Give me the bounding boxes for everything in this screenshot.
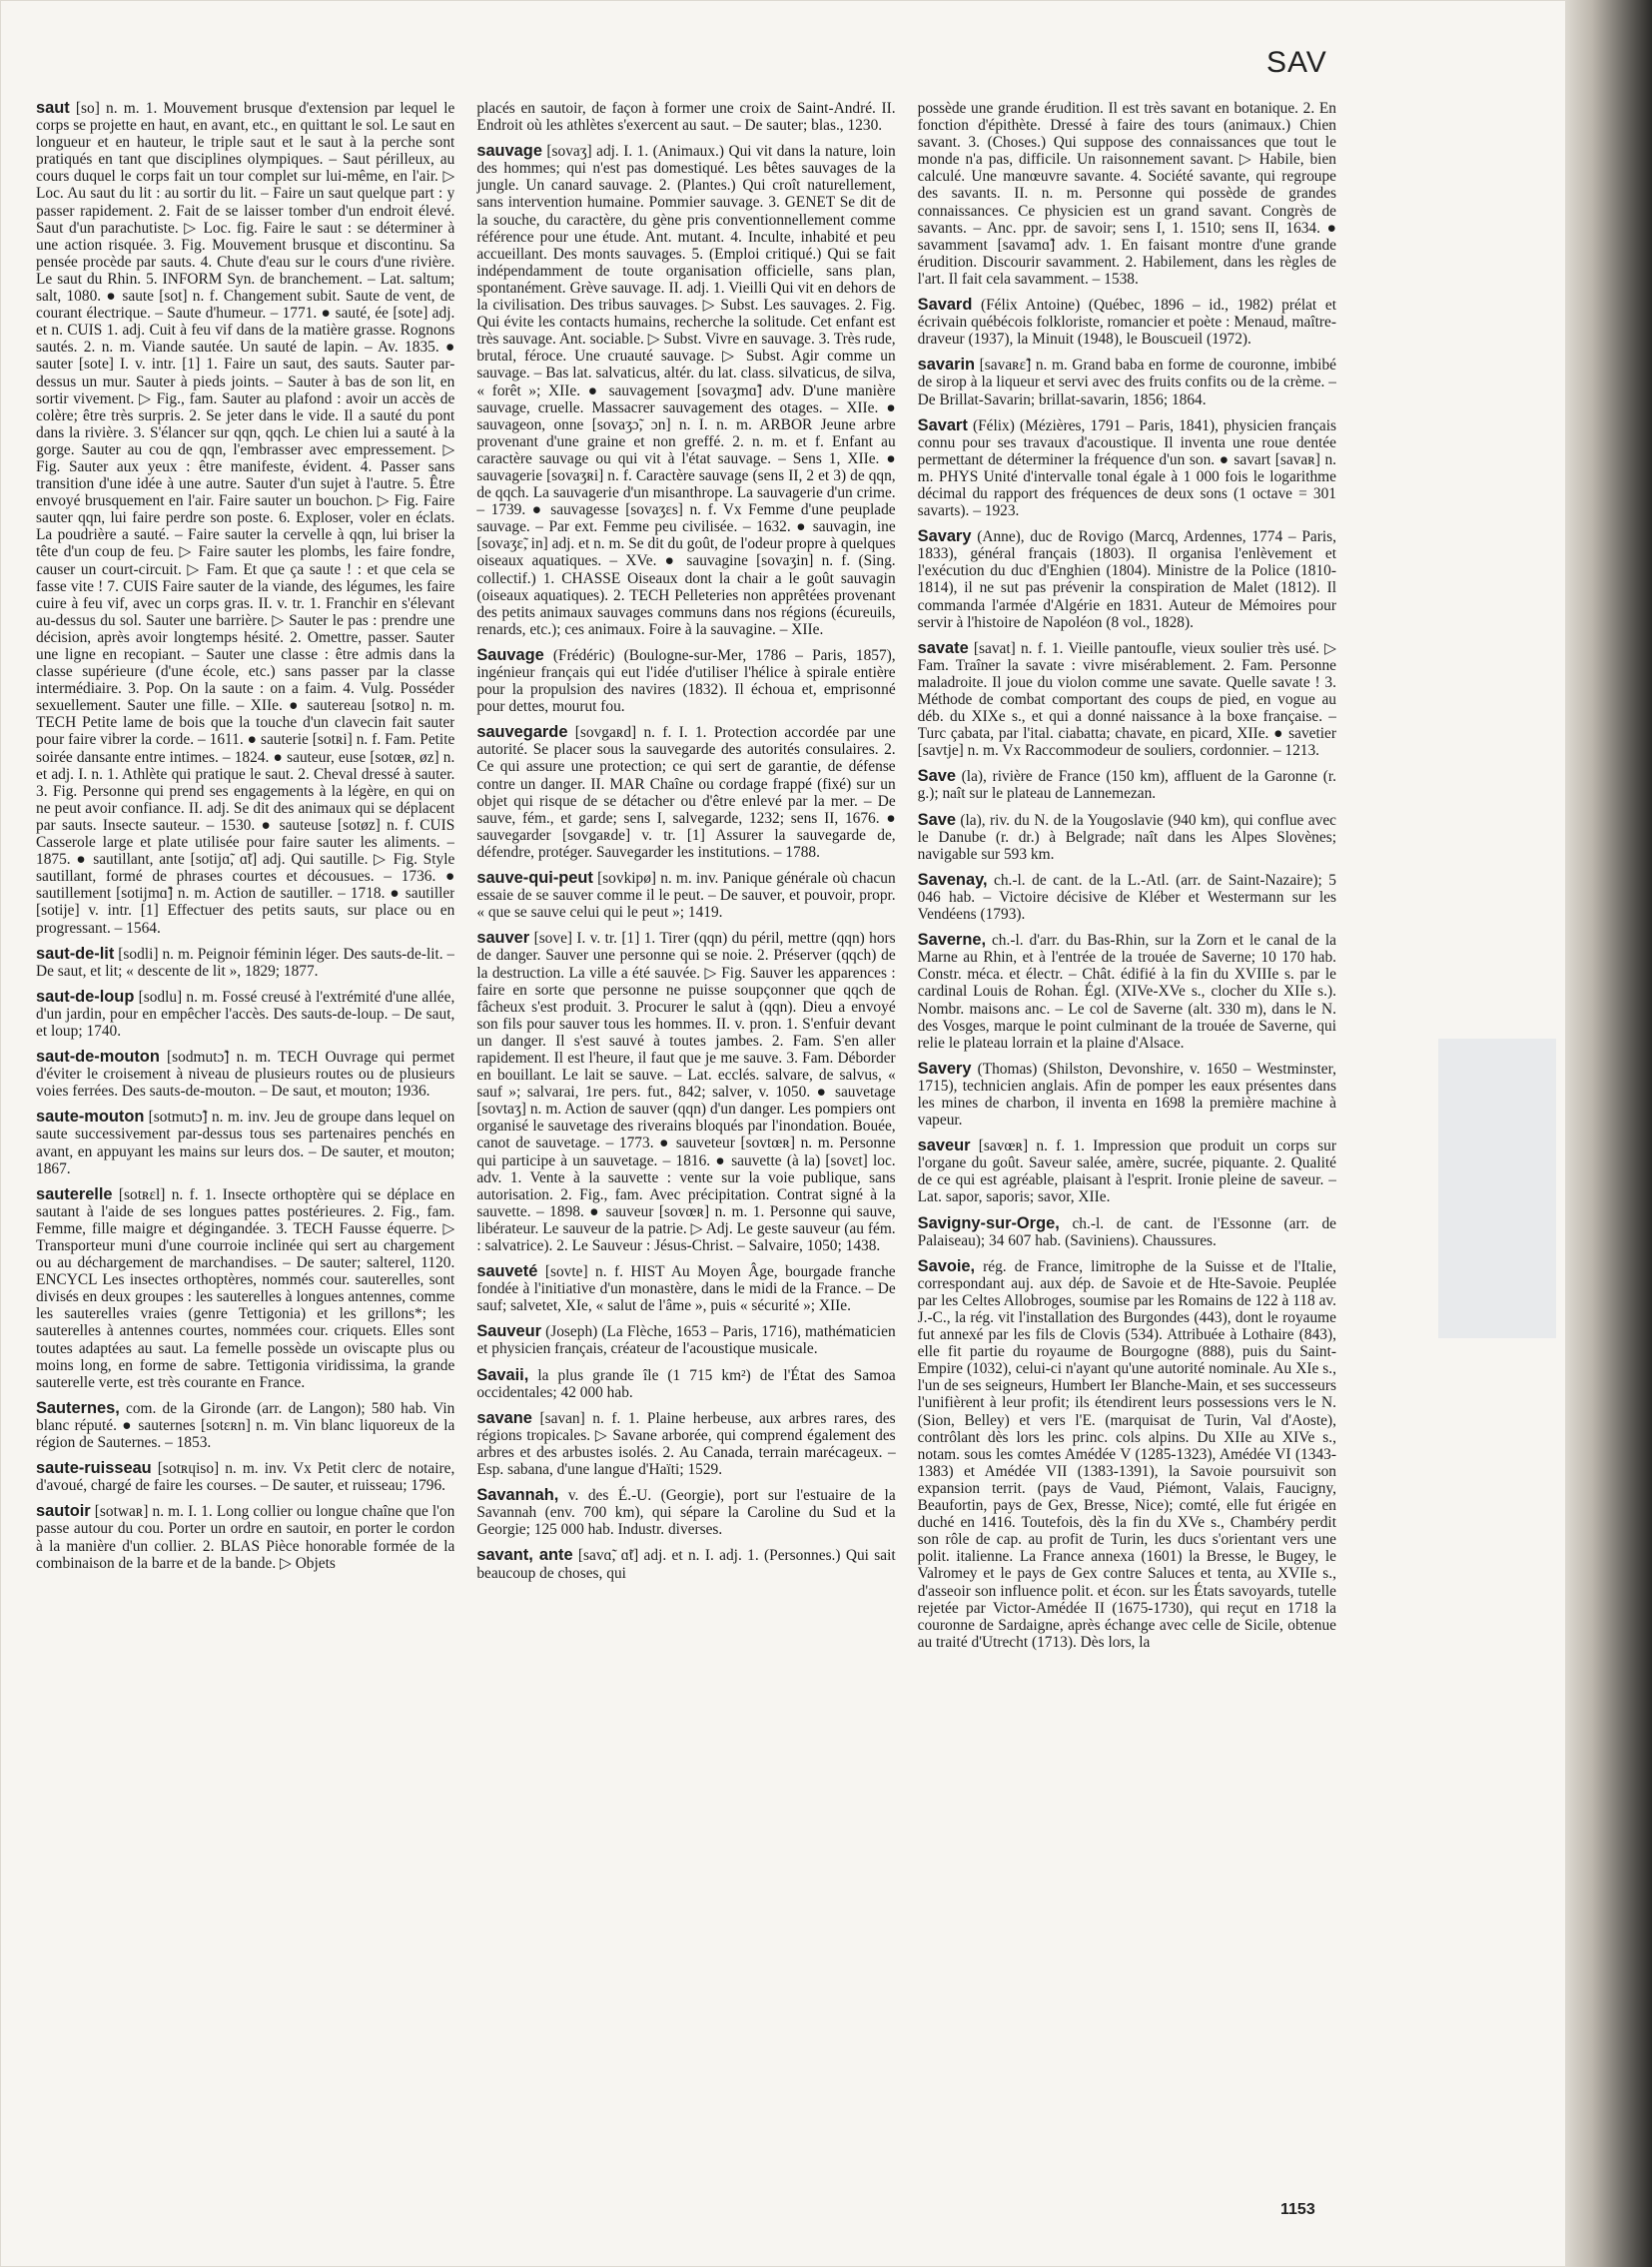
dictionary-entry xyxy=(36,989,454,1040)
dictionary-entry xyxy=(36,1049,454,1100)
dictionary-entry xyxy=(918,932,1336,1052)
dictionary-entry xyxy=(918,872,1336,923)
entry-headword: Savart xyxy=(917,415,968,434)
entry-definition: v. des É.-U. (Georgie), port sur l'estuaire de la Savannah (env. 700 km), qui sépare la Caroline du Sud et la Georgie; 125 000 hab. Industr. diverses. xyxy=(476,1487,896,1539)
entry-headword: savate xyxy=(917,638,969,657)
entry-definition: rég. de France, limitrophe de la Suisse et de l'Italie, correspondant auj. aux dép. de Savoie et de Hte-Savoie. Peuplée par les Celtes Allobroges, soumise par les Romains de 122 à 118 av. J.-C., la rég. vit l'installation des Burgondes (443), dont le royaume fut annexé par les fils de Clovis (534). Attribuée à Lothaire (843), elle fit partie du royaume de Bourgogne (888), puis du Saint-Empire (1032), celui-ci n'ayant qu'une autorité nominale. Au XIe s., l'un de ses seigneurs, Humbert Ier Blanche-Main, et ses successeurs l'unifièrent à leur profit; ils étendirent leurs possessions vers le N. (Sion, Belley) et vers l'E. (marquisat de Turin, Val d'Aoste), contrôlant dès lors les princ. cols alpins. Du XIIe au XIVe s., notam. sous les comtes Amédée V (1285-1323), Amédée VI (1343-1383) et Amédée VII (1383-1391), la Savoie poursuivit son expansion territ. (pays de Vaud, Piémont, Valais, Faucigny, Beaufortin, pays de Gex, Bresse, Nice); comté, elle fut érigée en duché en 1416. Toutefois, dès la fin du XVe s., Chambéry perdit son rôle de cap. au profit de Turin, les ducs s'orientant vers une polit. italienne. La France annexa (1601) la Bresse, le Bugey, le Valromey et le pays de Gex contre Saluces et tenta, au XVIIe s., d'asseoir son influence polit. et écon. sur les États savoyards, tutelle rejetée par Victor-Amédée II (1675-1730), qui reçut en 1718 la couronne de Sardaigne, après échange avec celle de Sicile, obtenue au traité d'Utrecht (1713). Dès lors, la xyxy=(917,1257,1336,1651)
entry-definition: [sotʀɥiso] n. m. inv. Vx Petit clerc de notaire, d'avoué, chargé de faire les courses. – De sauter, et ruisseau; 1796. xyxy=(36,1460,455,1495)
dictionary-entry xyxy=(918,1258,1336,1651)
entry-headword: Sauternes, xyxy=(36,1398,120,1417)
entry-definition: ch.-l. de cant. de l'Essonne (arr. de Palaiseau); 34 607 hab. (Saviniens). Chaussures. xyxy=(917,1214,1336,1249)
entry-headword: saut-de-lit xyxy=(36,944,115,963)
dictionary-entry xyxy=(36,100,454,937)
dictionary-entry xyxy=(36,1460,454,1494)
dictionary-entry xyxy=(476,1263,895,1314)
entry-headword: Sauvage xyxy=(476,645,544,664)
entry-headword: sauvage xyxy=(476,142,542,161)
entry-definition: (Joseph) (La Flèche, 1653 – Paris, 1716), mathématicien et physicien français, créateur de l'acoustique musicale. xyxy=(476,1323,896,1358)
dictionary-entry xyxy=(918,297,1336,348)
entry-definition: (Félix Antoine) (Québec, 1896 – id., 1982) prélat et écrivain québécois folkloriste, romancier et poète : Menaud, maître-draveur (1937), la Minuit (1948), le Bouscueil (1972). xyxy=(917,297,1336,349)
entry-headword: saute-mouton xyxy=(36,1108,145,1127)
dictionary-entry xyxy=(36,946,454,980)
dictionary-entry xyxy=(918,812,1336,863)
dictionary-entry xyxy=(476,930,895,1254)
entry-headword: Savary xyxy=(917,527,972,546)
dictionary-entry xyxy=(918,1061,1336,1129)
column-3 xyxy=(918,100,1336,2097)
dictionary-entry xyxy=(476,1487,895,1538)
entry-definition: [savœʀ] n. f. 1. Impression que produit un corps sur l'organe du goût. Saveur salée, amère, sucrée, piquante. 2. Qualité de ce qui est agréable, plaisant à l'esprit. Ironie pleine de saveur. – Lat. sapor, saporis; savor, XIIe. xyxy=(917,1137,1336,1206)
dictionary-entry xyxy=(918,357,1336,407)
entry-headword: Save xyxy=(917,810,956,829)
entry-definition: [sodli] n. m. Peignoir féminin léger. Des sauts-de-lit. – De saut, et lit; « descente de lit », 1829; 1877. xyxy=(36,945,455,980)
entry-definition: placés en sautoir, de façon à former une croix de Saint-André. II. Endroit où les athlètes s'exercent au saut. – De sauter; blas., 1230. xyxy=(476,100,896,135)
entry-headword: savarin xyxy=(917,356,976,375)
scan-smudge xyxy=(1438,1039,1556,1338)
dictionary-entry xyxy=(476,647,895,715)
entry-definition: (la), riv. du N. de la Yougoslavie (940 km), qui conflue avec le Danube (r. dr.) à Belgrade; naît dans les Alpes Slovènes; navigable sur 593 km. xyxy=(917,811,1336,863)
dictionary-entry xyxy=(476,143,895,638)
entry-headword: Savigny-sur-Orge, xyxy=(917,1213,1060,1232)
entry-definition: [sove] I. v. tr. [1] 1. Tirer (qqn) du péril, mettre (qqn) hors de danger. Sauver une personne qui se noie. 2. Préserver (qqch) de la destruction. La ville a été sauvée. ▷ Fig. Sauver les apparences : faire en sorte que personne ne puisse soupçonner que qqch de fâcheux s'est produit. 3. Procurer le salut à (qqn). Dieu a envoyé son fils pour sauver tous les hommes. II. v. pron. 1. S'enfuir devant un danger. Il s'est sauvé à toutes jambes. 2. Fam. S'en aller rapidement. Il est l'heure, il faut que je me sauve. 3. Fam. Déborder en bouillant. Le lait se sauve. – Lat. ecclés. salvare, de salvus, « sauf »; salvarai, 1re pers. fut., 842; salver, v. 1050. ● sauvetage [sovtaʒ] n. m. Action de sauver (qqn) d'un danger. Les pompiers ont organisé le sauvetage des riverains bloqués par l'inondation. Bouée, canot de sauvetage. – 1773. ● sauveteur [sovtœʀ] n. m. Personne qui participe à un sauvetage. – 1816. ● sauvette (à la) [sovɛt] loc. adv. 1. Vente à la sauvette : vente sur la voie publique, sans autorisation. 2. Fig., fam. Avec précipitation. Contrat signé à la sauvette. – 1898. ● sauveur [sovœʀ] n. m. 1. Personne qui sauve, libérateur. Le sauveur de la patrie. ▷ Adj. Le geste sauveur (au fém. : salvatrice). 2. Le Sauveur : Jésus-Christ. – Salvaire, 1050; 1438. xyxy=(476,930,896,1254)
entry-headword: saut-de-mouton xyxy=(36,1048,160,1067)
entry-definition: [sovte] n. f. HIST Au Moyen Âge, bourgade franche fondée à l'initiative d'un monastère, dans le midi de la France. – De sauf; salvetet, XIe, « salut de l'âme », puis « sécurité »; XIIe. xyxy=(476,1263,896,1315)
dictionary-entry xyxy=(918,768,1336,802)
dictionary-entry xyxy=(918,417,1336,520)
entry-definition: [sovkipø] n. m. inv. Panique générale où chacun essaie de se sauver comme il le peut. – De sauver, et pouvoir, propr. « que se sauve celui qui le peut »; 1419. xyxy=(476,870,896,922)
entry-definition: [sovgaʀd] n. f. I. 1. Protection accordée par une autorité. Se placer sous la sauvegarde des autorités consulaires. 2. Ce qui assure une protection; ce qui sert de garantie, de défense contre un danger. II. MAR Chaîne ou cordage frappé (fixé) sur un objet qui risque de se détacher ou d'être enlevé par la mer. – De sauve, fém., et garde; sens I, salvegarde, 1232; sens II, 1676. ● sauvegarder [sovgaʀde] v. tr. [1] Assurer la sauvegarde de, défendre, protéger. Sauvegarder les institutions. – 1788. xyxy=(476,724,896,861)
dictionary-entry xyxy=(918,1137,1336,1205)
dictionary-entry xyxy=(918,1215,1336,1249)
entry-definition: [savan] n. f. 1. Plaine herbeuse, aux arbres rares, des régions tropicales. ▷ Savane arborée, qui comprend également des arbres et des arbustes isolés. 2. Au Canada, terrain marécageux. – Esp. sabana, d'une langue d'Haïti; 1529. xyxy=(476,1409,896,1479)
entry-definition: (Félix) (Mézières, 1791 – Paris, 1841), physicien français connu pour ses travaux d'acoustique. Il inventa une roue dentée permettant de déterminer la fréquence d'un son. ● savart [savaʀ] n. m. PHYS Unité d'intervalle tonal égale à 1 000 fois le logarithme décimal du rapport des fréquences de deux sons (1 octave = 301 savarts). – 1923. xyxy=(917,416,1336,520)
entry-definition: [so] n. m. 1. Mouvement brusque d'extension par lequel le corps se projette en haut, en avant, etc., en quittant le sol. Le saut en longueur et en hauteur, le triple saut et le saut à la perche sont pratiqués en tant que disciplines olympiques. – Saut périlleux, au cours duquel le corps fait un tour complet sur lui-même, en l'air. ▷ Loc. Au saut du lit : au sortir du lit. – Faire un saut quelque part : y passer rapidement. 2. Fait de se laisser tomber d'un endroit élevé. Saut d'un parachutiste. ▷ Loc. fig. Faire le saut : se déterminer à une action risquée. 3. Fig. Mouvement brusque et discontinu. Sa pensée procède par sauts. 4. Chute d'eau sur le cours d'une rivière. Le saut du Rhin. 5. INFORM Syn. de branchement. – Lat. saltum; salt, 1080. ● saute [sot] n. f. Changement subit. Saute de vent, de courant électrique. – Saute d'humeur. – 1771. ● sauté, ée [sote] adj. et n. CUIS 1. adj. Cuit à feu vif dans de la matière grasse. Rognons sautés. 2. n. m. Viande sautée. Un sauté de lapin. – Av. 1835. ● sauter [sote] I. v. intr. [1] 1. Faire un saut, des sauts. Sauter par-dessus un mur. Sauter à pieds joints. – Sauter à bas de son lit, en sortir vivement. ▷ Fig., fam. Sauter au plafond : avoir un accès de colère; être très surpris. 2. Se jeter dans le vide. Il a sauté du pont dans la rivière. 3. S'élancer sur qqn, qqch. Le chien lui a sauté à la gorge. Sauter au cou de qqn, l'embrasser avec empressement. ▷ Fig. Sauter aux yeux : être manifeste, évident. 4. Passer sans transition d'une idée à une autre. Sauter d'un sujet à l'autre. 5. Être envoyé brusquement en l'air. Faire sauter un bouchon. ▷ Fig. Faire sauter qqn, lui faire perdre son poste. 6. Exploser, voler en éclats. La poudrière a sauté. – Faire sauter la cervelle à qqn, lui briser la tête d'un coup de feu. ▷ Faire sauter les plombs, les faire fondre, causer un court-circuit. ▷ Fam. Et que ça saute ! : et que cela se fasse vite ! 7. CUIS Faire sauter de la viande, des légumes, les faire cuire à feu vif, avec un corps gras. II. v. tr. 1. Franchir en s'élevant au-dessus du sol. Sauter une barrière. ▷ Sauter le pas : prendre une décision, après avoir longtemps hésité. 2. Omettre, passer. Sauter une ligne en recopiant. – Sauter une classe : être admis dans la classe supérieure (d'une école, etc.) sans passer par la classe intermédiaire. 3. Pop. On la saute : on a faim. 4. Vulg. Posséder sexuellement. Sauter une fille. – XIIe. ● sautereau [sotʀo] n. m. TECH Petite lame de bois que la touche d'un clavecin fait sauter pour faire vibrer la corde. – 1611. ● sauterie [sotʀi] n. f. Fam. Petite soirée dansante entre intimes. – 1824. ● sauteur, euse [sotœʀ, øz] n. et adj. I. n. 1. Athlète qui pratique le saut. 2. Cheval dressé à sauter. 3. Fig. Personne qui prend ses engagements à la légère, en qui on ne peut avoir confiance. II. adj. Se dit des animaux qui se déplacent par sauts. Insecte sauteur. – 1530. ● sauteuse [sotøz] n. f. CUIS Casserole large et plate utilisée pour faire sauter les aliments. – 1875. ● sautillant, ante [sotijɑ̃, ɑ̃t] adj. Qui sautille. ▷ Fig. Style sautillant, formé de phrases courtes et décousues. – 1736. ● sautillement [sotijmɑ̃] n. m. Action de sautiller. – 1718. ● sautiller [sotije] v. intr. [1] Effectuer des petits sauts, sur place ou en progressant. – 1564. xyxy=(36,100,455,937)
dictionary-entry xyxy=(36,1109,454,1176)
entry-headword: Savannah, xyxy=(476,1486,559,1505)
entry-headword: Savery xyxy=(917,1059,972,1078)
entry-definition: ch.-l. de cant. de la L.-Atl. (arr. de Saint-Nazaire); 5 046 hab. – Victoire décisive de Kléber et Westermann sur les Vendéens (1793). xyxy=(917,871,1336,924)
entry-headword: saut-de-loup xyxy=(36,987,135,1006)
entry-definition: ch.-l. d'arr. du Bas-Rhin, sur la Zorn et le canal de la Marne au Rhin, et à l'entrée de la trouée de Saverne; 10 170 hab. Constr. méca. et électr. – Chât. édifié à la fin du XVIIIe s. par le cardinal Louis de Rohan. Égl. (XIVe-XVe s., clocher du XIIe s.). Nombr. maisons anc. – Le col de Saverne (alt. 330 m), dans le N. des Vosges, marque le point culminant de la trouée de Saverne, qui relie le plateau lorrain et la plaine d'Alsace. xyxy=(917,932,1336,1052)
entry-definition: [sodlu] n. m. Fossé creusé à l'extrémité d'une allée, d'un jardin, pour en empêcher l'accès. Des sauts-de-loup. – De saut, et loup; 1740. xyxy=(36,988,455,1040)
entry-definition: [savaʀɛ̃] n. m. Grand baba en forme de couronne, imbibé de sirop à la liqueur et servi avec des fruits confits ou de la crème. – De Brillat-Savarin; brillat-savarin, 1856; 1864. xyxy=(917,357,1336,408)
dictionary-entry xyxy=(36,1503,454,1571)
entry-definition: [sotwaʀ] n. m. I. 1. Long collier ou longue chaîne que l'on passe autour du cou. Porter un ordre en sautoir, en porter le cordon à la manière d'un collier. 2. BLAS Pièce honorable formée de la combinaison de la barre et de la bande. ▷ Objets xyxy=(36,1503,455,1572)
entry-headword: sauveté xyxy=(476,1262,538,1281)
entry-headword: saute-ruisseau xyxy=(36,1459,152,1478)
dictionary-entry xyxy=(918,528,1336,631)
entry-definition: possède une grande érudition. Il est très savant en botanique. 2. En fonction d'épithète. Dressé à faire des tours (animaux.) Chien savant. 3. (Choses.) Qui suppose des connaissances que tout le monde n'a pas, difficile. Un raisonnement savant. ▷ Habile, bien calculé. Une manœuvre savante. 4. Société savante, qui regroupe des savants. II. n. m. Personne qui possède de grandes connaissances. Ce physicien est un grand savant. Congrès de savants. – Anc. ppr. de savoir; sens I, 1. 1510; sens II, 1634. ● savamment [savamɑ̃] adv. 1. En faisant montre d'une grande érudition. Discourir savamment. 2. Habilement, dans les règles de l'art. Il fait cela savamment. – 1538. xyxy=(917,100,1336,288)
entry-definition: [savɑ̃, ɑ̃t] adj. et n. I. adj. 1. (Personnes.) Qui sait beaucoup de choses, qui xyxy=(476,1547,896,1582)
entry-headword: sauver xyxy=(476,929,530,948)
dictionary-entry xyxy=(918,640,1336,760)
column-2 xyxy=(476,100,895,2097)
entry-definition: com. de la Gironde (arr. de Langon); 580 hab. Vin blanc réputé. ● sauternes [sotɛʀn] n. m. Vin blanc liquoreux de la région de Sauternes. – 1853. xyxy=(36,1399,455,1452)
entry-headword: savant, ante xyxy=(476,1546,573,1565)
text-columns xyxy=(36,100,1336,2097)
dictionary-entry xyxy=(918,100,1336,288)
dictionary-entry xyxy=(36,1186,454,1391)
entry-definition: (Thomas) (Shilston, Devonshire, v. 1650 – Westminster, 1715), technicien anglais. Afin de pomper les eaux présentes dans les mines de charbon, il inventa en 1698 la première machine à vapeur. xyxy=(917,1060,1336,1130)
entry-definition: [savat] n. f. 1. Vieille pantoufle, vieux soulier très usé. ▷ Fam. Traîner la savate : vivre misérablement. 2. Fam. Personne maladroite. Il joue du violon comme une savate. Quelle savate ! 3. Méthode de combat comportant des coups de pied, en vogue au déb. du XIXe s., et qui a donné naissance à la boxe française. – Turc çabata, par l'ital. ciabatta; chavate, en picard, XIIe. ● savetier [savtje] n. m. Vx Raccommodeur de souliers, cordonnier. – 1213. xyxy=(917,639,1336,760)
entry-definition: (Frédéric) (Boulogne-sur-Mer, 1786 – Paris, 1857), ingénieur français qui eut l'idée d'utiliser l'hélice à spirale entière pour la propulsion des navires (1832). Il échoua et, emprisonné pour dettes, mourut fou. xyxy=(476,646,896,716)
entry-headword: Saverne, xyxy=(917,931,986,950)
entry-headword: sauvegarde xyxy=(476,723,568,742)
dictionary-entry xyxy=(476,1367,895,1401)
entry-headword: sauterelle xyxy=(36,1184,113,1203)
entry-headword: saut xyxy=(36,100,70,117)
entry-headword: savane xyxy=(476,1408,532,1427)
column-1 xyxy=(36,100,454,2097)
dictionary-entry xyxy=(476,1547,895,1581)
entry-headword: Save xyxy=(917,767,956,786)
entry-definition: [sodmutɔ̃] n. m. TECH Ouvrage qui permet d'éviter le croisement à niveau de plusieurs routes ou de plusieurs voies ferrées. Des sauts-de-mouton. – De saut, et mouton; 1936. xyxy=(36,1049,455,1101)
entry-definition: (Anne), duc de Rovigo (Marcq, Ardennes, 1774 – Paris, 1833), général français (1803). Il organisa l'enlèvement et l'exécution du duc d'Enghien (1804). Ministre de la Police (1810-1814), il ne sut pas prévenir la conspiration de Malet (1812). Il commanda l'armée d'Algérie en 1831. Auteur de Mémoires pour servir à l'histoire de Napoléon (8 vol., 1828). xyxy=(917,528,1336,631)
entry-headword: Savoie, xyxy=(917,1256,976,1275)
guide-word: SAV xyxy=(1266,46,1327,79)
entry-definition: la plus grande île (1 715 km²) de l'État des Samoa occidentales; 42 000 hab. xyxy=(476,1366,896,1401)
dictionary-entry xyxy=(476,1410,895,1478)
entry-headword: sautoir xyxy=(36,1502,91,1521)
entry-headword: Savenay, xyxy=(917,870,988,889)
entry-headword: Sauveur xyxy=(476,1322,542,1341)
page-number: 1153 xyxy=(1280,2201,1315,2218)
entry-definition: [sovaʒ] adj. I. 1. (Animaux.) Qui vit dans la nature, loin des hommes; qui n'est pas domestiqué. Les bêtes sauvages de la jungle. Un canard sauvage. 2. (Plantes.) Qui croît naturellement, sans intervention humaine. Pommier sauvage. 3. GENET Se dit de la souche, du caractère, du gène pris conventionnellement comme référence pour une étude. Ant. mutant. 4. Inculte, inhabité et peu accueillant. Des monts sauvages. 5. (Emploi critiqué.) Qui se fait indépendamment de toute organisation officielle, sans plan, spontanément. Grève sauvage. II. adj. 1. Vieilli Qui vit en dehors de la civilisation. Des tribus sauvages. ▷ Subst. Les sauvages. 2. Fig. Qui évite les contacts humains, recherche la solitude. Cet enfant est très sauvage. Ant. sociable. ▷ Subst. Vivre en sauvage. 3. Très rude, brutal, féroce. Une cruauté sauvage. ▷ Subst. Agir comme un sauvage. – Bas lat. salvaticus, altér. du lat. class. silvaticus, de silva, « forêt »; XIIe. ● sauvagement [sovaʒmɑ̃] adv. D'une manière sauvage, cruelle. Massacrer sauvagement des otages. – XIIe. ● sauvageon, onne [sovaʒɔ̃, ɔn] n. I. n. m. ARBOR Jeune arbre provenant d'une graine et non greffé. 2. n. m. et f. Enfant au caractère sauvage ou qui vit à l'état sauvage. – Sens 1, XIIe. ● sauvagerie [sovaʒʀi] n. f. Caractère sauvage (sens II, 2 et 3) de qqn, de qqch. La sauvagerie d'un misanthrope. La sauvagerie d'un crime. – 1739. ● sauvagesse [sovaʒɛs] n. f. Vx Femme d'une peuplade sauvage. – Par ext. Femme peu civilisée. – 1632. ● sauvagin, ine [sovaʒɛ̃, in] adj. et n. m. Se dit du goût, de l'odeur propre à quelques oiseaux aquatiques. – XVe. ● sauvagine [sovaʒin] n. f. (Sing. collectif.) 1. CHASSE Oiseaux dont la chair a le goût sauvagin (oiseaux aquatiques). 2. TECH Pelleteries non apprêtées provenant des petits animaux sauvages communs dans nos régions (écureuils, renards, etc.); ces animaux. Foire à la sauvagine. – XIIe. xyxy=(476,143,896,638)
book-binding-edge xyxy=(1566,0,1652,2267)
entry-definition: [sotmutɔ̃] n. m. inv. Jeu de groupe dans lequel on saute successivement par-dessus tous ses partenaires penchés en avant, en appuyant les mains sur leurs dos. – De sauter, et mouton; 1867. xyxy=(36,1109,455,1177)
entry-definition: [sotʀɛl] n. f. 1. Insecte orthoptère qui se déplace en sautant à l'aide de ses longues pattes postérieures. 2. Fig., fam. Femme, fille maigre et dégingandée. 3. TECH Fausse équerre. ▷ Transporteur muni d'une courroie inclinée qui sert au chargement ou au déchargement de marchandises. – De sauter; salterel, 1120. ENCYCL Les insectes orthoptères, nommés cour. sauterelles, sont divisés en deux groupes : les sauterelles à longues antennes, comme les sauterelles vraies (genre Tettigonia) et les grillons*; les sauterelles à antennes courtes, nommées cour. criquets. Elles sont toutes adaptées au saut. La femelle possède un oviscapte plus ou moins long, en forme de sabre. Tettigonia viridissima, la grande sauterelle verte, est très courante en France. xyxy=(36,1185,455,1391)
dictionary-entry xyxy=(36,1400,454,1451)
entry-headword: Savaii, xyxy=(476,1365,529,1384)
entry-headword: sauve-qui-peut xyxy=(476,869,593,888)
dictionary-entry xyxy=(476,724,895,861)
dictionary-entry xyxy=(476,870,895,921)
entry-definition: (la), rivière de France (150 km), affluent de la Garonne (r. g.); naît sur le plateau de Lannemezan. xyxy=(917,768,1336,803)
entry-headword: Savard xyxy=(917,296,973,315)
entry-headword: saveur xyxy=(917,1136,971,1155)
dictionary-entry xyxy=(476,100,895,134)
dictionary-entry xyxy=(476,1323,895,1357)
